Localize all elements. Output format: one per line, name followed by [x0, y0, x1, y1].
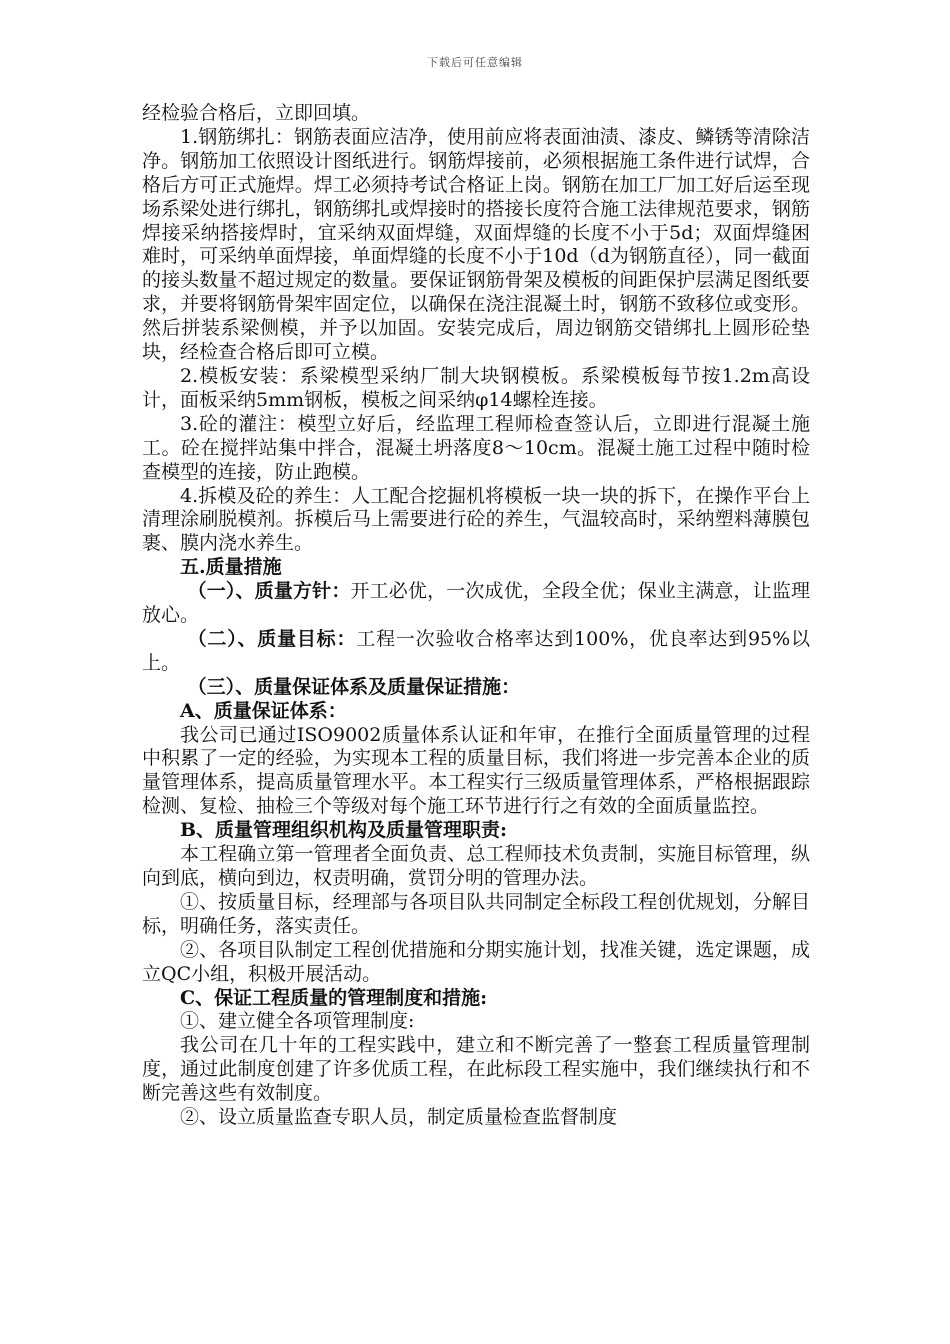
section-heading-quality-measures: 五.质量措施	[180, 556, 282, 579]
subheading-c: C、保证工程质量的管理制度和措施:	[180, 986, 488, 1009]
paragraph-item-2: ②、各项目队制定工程创优措施和分期实施计划，找准关键，选定课题，成立QC小组，积极开展活动。	[142, 938, 810, 985]
paragraph-rebar-binding: 1.钢筋绑扎：钢筋表面应洁净，使用前应将表面油渍、漆皮、鳞锈等清除洁净。钢筋加工依照设计图纸进行。钢筋焊接前，必须根据施工条件进行试焊，合格后方可正式施焊。焊工必须持考试合格证上岗。钢筋在加工厂加工好后运至现场系梁处进行绑扎，钢筋绑扎或焊接时的搭接长度符合施工法律规范要求，钢筋焊接采纳搭接焊时，宜采纳双面焊缝，双面焊缝的长度不小于5d；双面焊缝困难时，可采纳单面焊接，单面焊缝的长度不小于10d（d为钢筋直径），同一截面的接头数量不超过规定的数量。要保证钢筋骨架及模板的间距保护层满足图纸要求，并要将钢筋骨架牢固定位，以确保在浇注混凝土时，钢筋不致移位或变形。然后拼装系梁侧模，并予以加固。安装完成后，周边钢筋交错绑扎上圆形砼垫块，经检查合格后即可立模。	[142, 125, 810, 364]
paragraph-quality-goal	[142, 628, 810, 676]
subheading-quality-system: （三）、质量保证体系及质量保证措施：	[187, 675, 521, 698]
quality-goal-text: 工程一次验收合格率达到100%，优良率达到95%以上。	[142, 627, 810, 674]
page-header: 下载后可任意编辑	[427, 56, 523, 69]
paragraph-concrete-pouring: 3.砼的灌注：模型立好后，经监理工程师检查签认后，立即进行混凝土施工。砼在搅拌站集中拌合，混凝土坍落度8～10cm。混凝土施工过程中随时检查模型的连接，防止跑模。	[142, 412, 810, 483]
quality-policy-text: 开工必优，一次成优，全段全优；保业主满意，让监理放心。	[142, 580, 810, 627]
paragraph: 经检验合格后，立即回填。	[142, 102, 371, 124]
quality-policy-label: （一）、质量方针：	[187, 580, 351, 603]
document-body	[142, 102, 810, 1130]
paragraph-c-item-1: ①、建立健全各项管理制度:	[180, 1010, 415, 1033]
subheading-a: A、质量保证体系：	[180, 699, 347, 722]
paragraph-item-1: ①、按质量目标，经理部与各项目队共同制定全标段工程创优规划，分解目标，明确任务，落实责任。	[142, 890, 810, 937]
paragraph-form-removal: 4.拆模及砼的养生：人工配合挖掘机将模板一块一块的拆下，在操作平台上清理涂刷脱模剂。拆模后马上需要进行砼的养生，气温较高时，采纳塑料薄膜包裹、膜内浇水养生。	[142, 484, 810, 555]
quality-goal-label: （二）、质量目标：	[187, 627, 357, 650]
subheading-b: B、质量管理组织机构及质量管理职责:	[180, 819, 508, 842]
paragraph-formwork-installation: 2.模板安装：系梁模型采纳厂制大块钢模板。系梁模板每节按1.2m高设计，面板采纳5mm钢板，模板之间采纳φ14螺栓连接。	[142, 364, 810, 411]
paragraph-c-item-2: ②、设立质量监查专职人员，制定质量检查监督制度	[180, 1106, 618, 1129]
paragraph-management: 本工程确立第一管理者全面负责、总工程师技术负责制，实施目标管理，纵向到底，横向到边，权责明确，赏罚分明的管理办法。	[142, 843, 810, 889]
paragraph-company-experience: 我公司在几十年的工程实践中，建立和不断完善了一整套工程质量管理制度，通过此制度创建了许多优质工程，在此标段工程实施中，我们继续执行和不断完善这些有效制度。	[142, 1034, 810, 1105]
paragraph-quality-policy	[142, 580, 810, 628]
paragraph-iso9002: 我公司已通过ISO9002质量体系认证和年审，在推行全面质量管理的过程中积累了一定的经验，为实现本工程的质量目标，我们将进一步完善本企业的质量管理体系，提高质量管理水平。本工程实行三级质量管理体系，严格根据跟踪检测、复检、抽检三个等级对每个施工环节进行行之有效的全面质量监控。	[142, 723, 810, 818]
